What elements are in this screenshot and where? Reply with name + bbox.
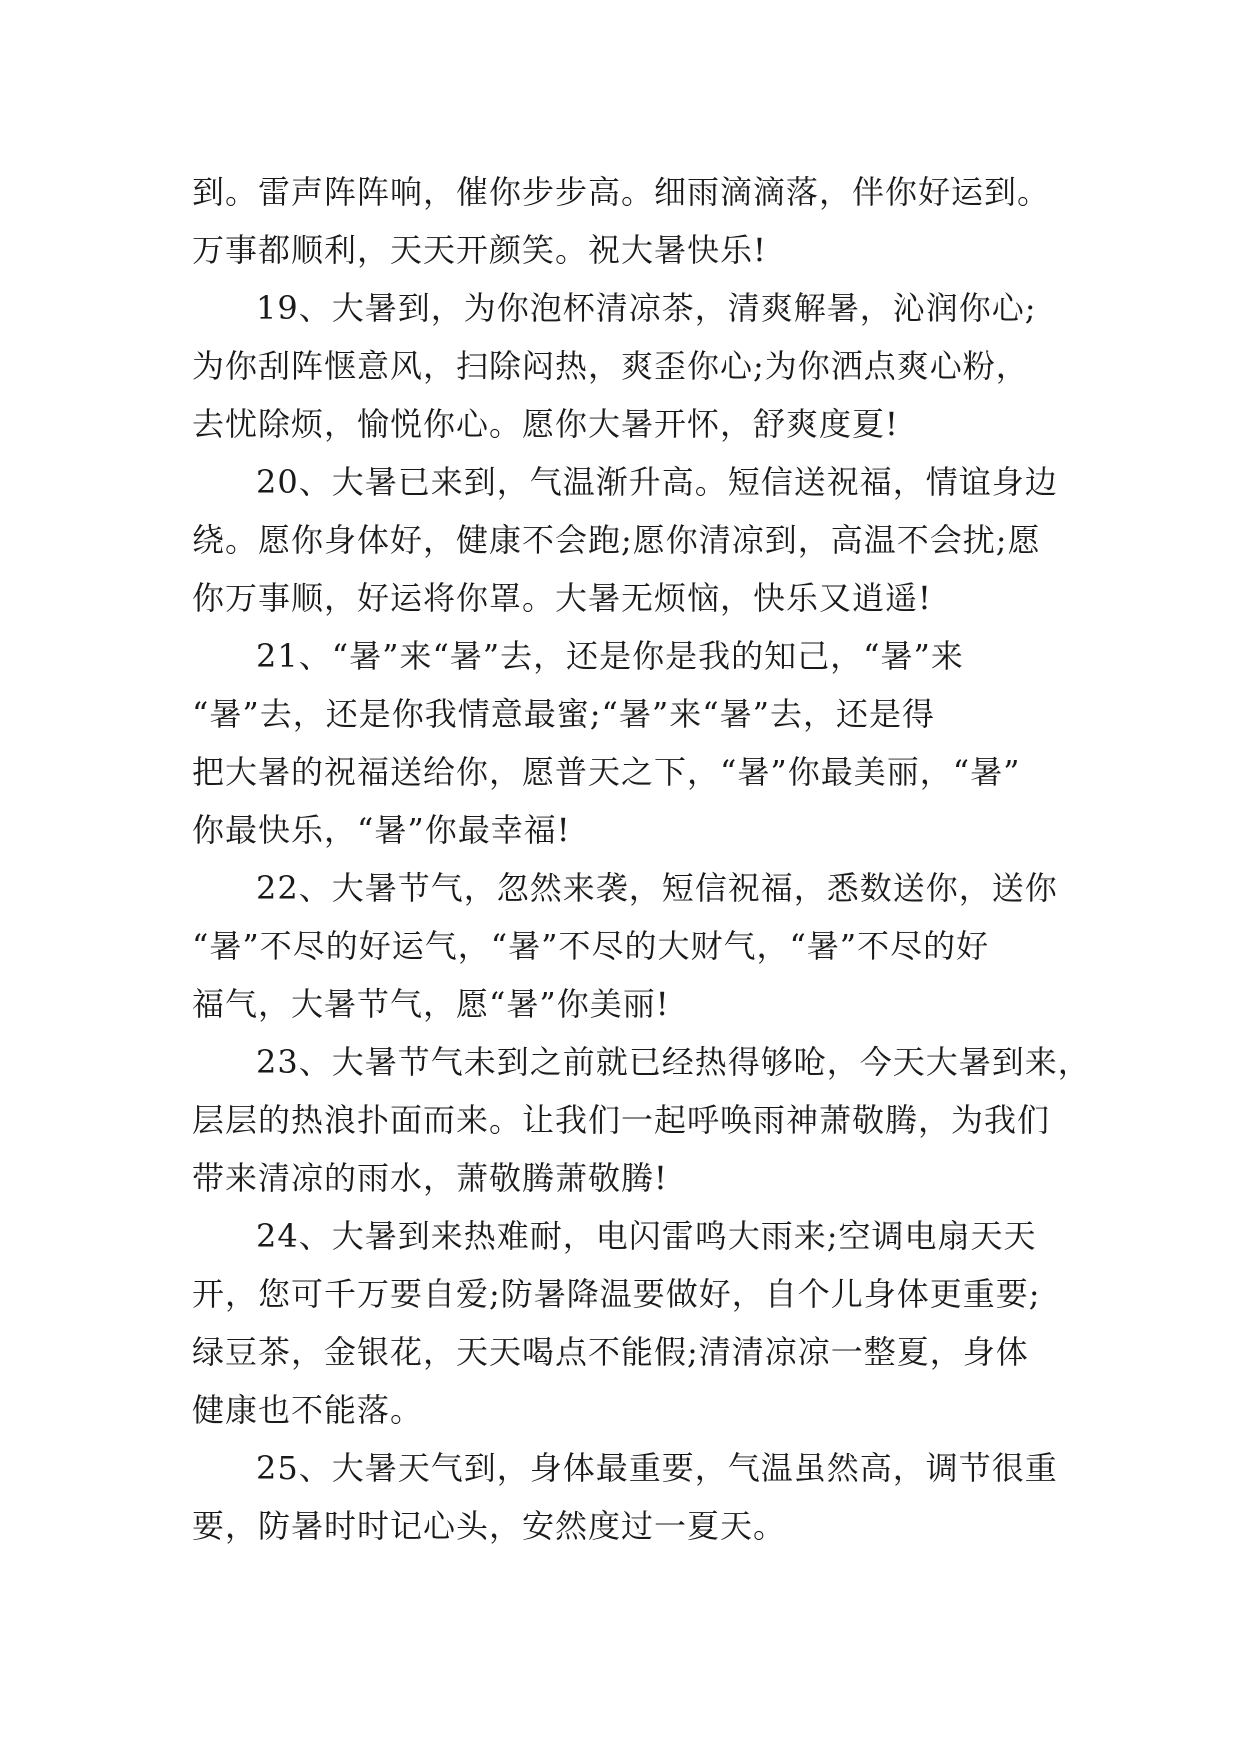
text-line: 去忧除烦，愉悦你心。愿你大暑开怀，舒爽度夏!	[192, 405, 899, 443]
text-line: “暑”不尽的好运气，“暑”不尽的大财气，“暑”不尽的好	[192, 927, 990, 965]
text-line: 20、大暑已来到，气温渐升高。短信送祝福，情谊身边	[256, 463, 1058, 501]
text-line: 开，您可千万要自爱;防暑降温要做好，自个儿身体更重要;	[192, 1275, 1041, 1313]
text-line: 23、大暑节气未到之前就已经热得够呛，今天大暑到来，	[256, 1043, 1091, 1081]
text-line: 到。雷声阵阵响，催你步步高。细雨滴滴落，伴你好运到。	[192, 173, 1051, 211]
text-line: 你最快乐，“暑”你最幸福!	[192, 811, 571, 849]
paragraph-21	[192, 627, 1052, 859]
text-line: 25、大暑天气到，身体最重要，气温虽然高，调节很重	[256, 1449, 1058, 1487]
text-line: 万事都顺利，天天开颜笑。祝大暑快乐!	[192, 231, 767, 269]
text-line: 19、大暑到，为你泡杯清凉茶，清爽解暑，沁润你心;	[256, 289, 1037, 327]
text-line: 把大暑的祝福送给你，愿普天之下，“暑”你最美丽，“暑”	[192, 753, 1021, 791]
text-line: 你万事顺，好运将你罩。大暑无烦恼，快乐又逍遥!	[192, 579, 932, 617]
text-line: 22、大暑节气，忽然来袭，短信祝福，悉数送你，送你	[256, 869, 1058, 907]
document-body	[192, 163, 1091, 1555]
text-line: 21、“暑”来“暑”去，还是你是我的知己，“暑”来	[256, 637, 964, 675]
text-line: 福气，大暑节气，愿“暑”你美丽!	[192, 985, 670, 1023]
paragraph-24	[192, 1207, 1052, 1439]
text-line: 要，防暑时时记心头，安然度过一夏天。	[192, 1507, 787, 1545]
paragraph-22	[192, 859, 1058, 1033]
text-line: 带来清凉的雨水，萧敬腾萧敬腾!	[192, 1159, 668, 1197]
paragraph-19	[192, 279, 1052, 453]
text-line: 层层的热浪扑面而来。让我们一起呼唤雨神萧敬腾，为我们	[192, 1101, 1051, 1139]
paragraph-20	[192, 453, 1058, 627]
paragraph-23	[192, 1033, 1091, 1207]
text-line: 绿豆茶，金银花，天天喝点不能假;清清凉凉一整夏，身体	[192, 1333, 1029, 1371]
paragraph-continued	[192, 163, 1052, 279]
text-line: “暑”去，还是你我情意最蜜;“暑”来“暑”去，还是得	[192, 695, 935, 733]
text-line: 健康也不能落。	[192, 1391, 424, 1429]
text-line: 为你刮阵惬意风，扫除闷热，爽歪你心;为你洒点爽心粉，	[192, 347, 1029, 385]
text-line: 绕。愿你身体好，健康不会跑;愿你清凉到，高温不会扰;愿	[192, 521, 1041, 559]
text-line: 24、大暑到来热难耐，电闪雷鸣大雨来;空调电扇天天	[256, 1217, 1037, 1255]
paragraph-25	[192, 1439, 1058, 1555]
